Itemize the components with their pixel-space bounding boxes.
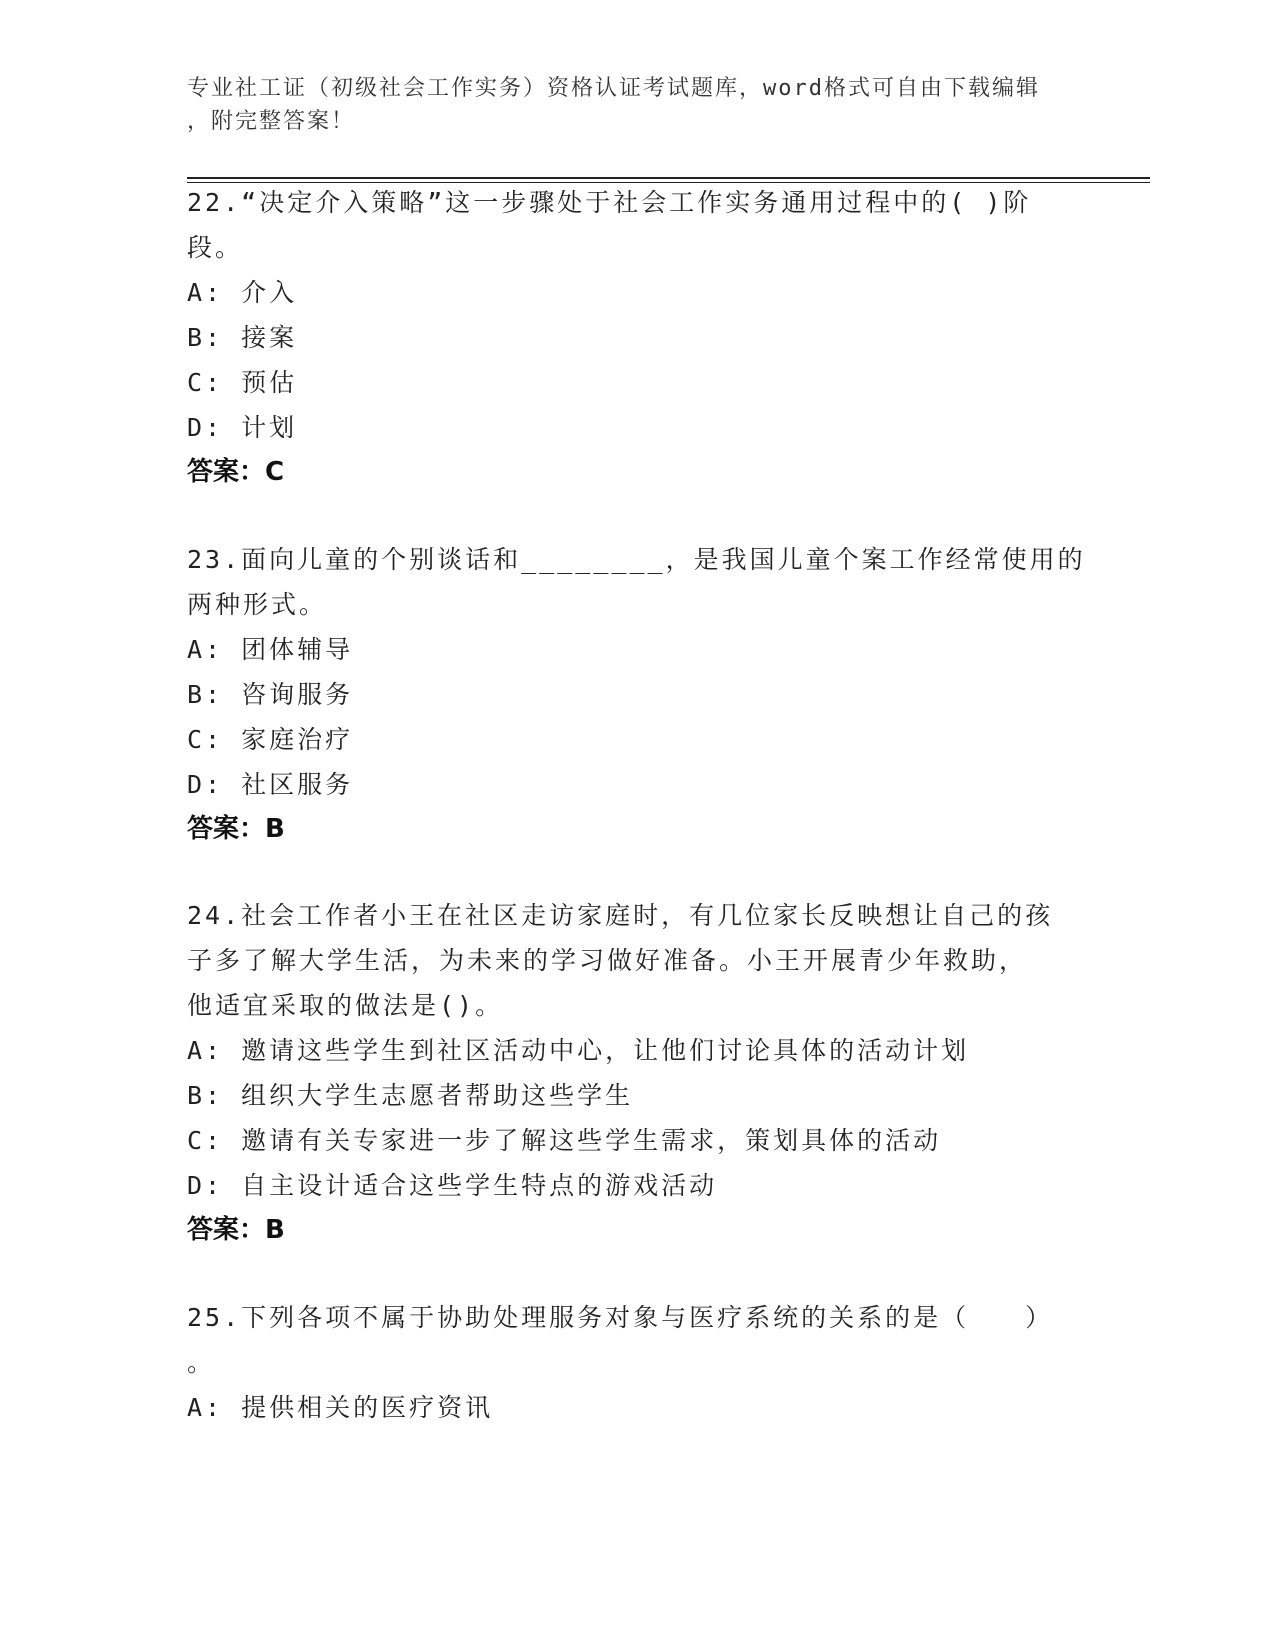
option-d: D: 计划 xyxy=(187,413,298,442)
option-a: A: 团体辅导 xyxy=(187,635,354,664)
option-b: B: 咨询服务 xyxy=(187,680,354,709)
question-22 xyxy=(187,180,1087,495)
header-line-1: 专业社工证（初级社会工作实务）资格认证考试题库，word格式可自由下载编辑 xyxy=(187,76,1040,101)
option-c: C: 预估 xyxy=(187,368,298,397)
header-line-2: ，附完整答案！ xyxy=(187,109,356,134)
question-stem-line: 子多了解大学生活，为未来的学习做好准备。小王开展青少年救助， xyxy=(187,946,1028,975)
question-24 xyxy=(187,893,1087,1253)
option-a: A: 提供相关的医疗资讯 xyxy=(187,1393,494,1422)
question-stem-line: 23.面向儿童的个别谈话和________，是我国儿童个案工作经常使用的 xyxy=(187,545,1086,574)
question-25 xyxy=(187,1295,1087,1430)
option-a: A: 邀请这些学生到社区活动中心，让他们讨论具体的活动计划 xyxy=(187,1036,970,1065)
question-stem-line: 24.社会工作者小王在社区走访家庭时，有几位家长反映想让自己的孩 xyxy=(187,901,1054,930)
option-c: C: 邀请有关专家进一步了解这些学生需求，策划具体的活动 xyxy=(187,1126,942,1155)
option-c: C: 家庭治疗 xyxy=(187,725,354,754)
document-header xyxy=(187,72,1067,138)
option-d: D: 自主设计适合这些学生特点的游戏活动 xyxy=(187,1171,718,1200)
option-b: B: 接案 xyxy=(187,323,298,352)
question-stem-line: 他适宜采取的做法是()。 xyxy=(187,991,504,1020)
question-stem-line: 段。 xyxy=(187,233,244,262)
answer: 答案：C xyxy=(187,457,285,487)
option-d: D: 社区服务 xyxy=(187,770,354,799)
question-23 xyxy=(187,537,1087,852)
question-stem-line: 22.“决定介入策略”这一步骤处于社会工作实务通用过程中的( )阶 xyxy=(187,188,1032,217)
option-b: B: 组织大学生志愿者帮助这些学生 xyxy=(187,1081,634,1110)
answer: 答案：B xyxy=(187,1215,285,1245)
question-stem-line: 。 xyxy=(187,1348,216,1377)
answer: 答案：B xyxy=(187,814,285,844)
question-stem-line: 25.下列各项不属于协助处理服务对象与医疗系统的关系的是（ ） xyxy=(187,1303,1054,1332)
option-a: A: 介入 xyxy=(187,278,298,307)
question-stem-line: 两种形式。 xyxy=(187,590,328,619)
header-divider-thick xyxy=(187,177,1150,179)
